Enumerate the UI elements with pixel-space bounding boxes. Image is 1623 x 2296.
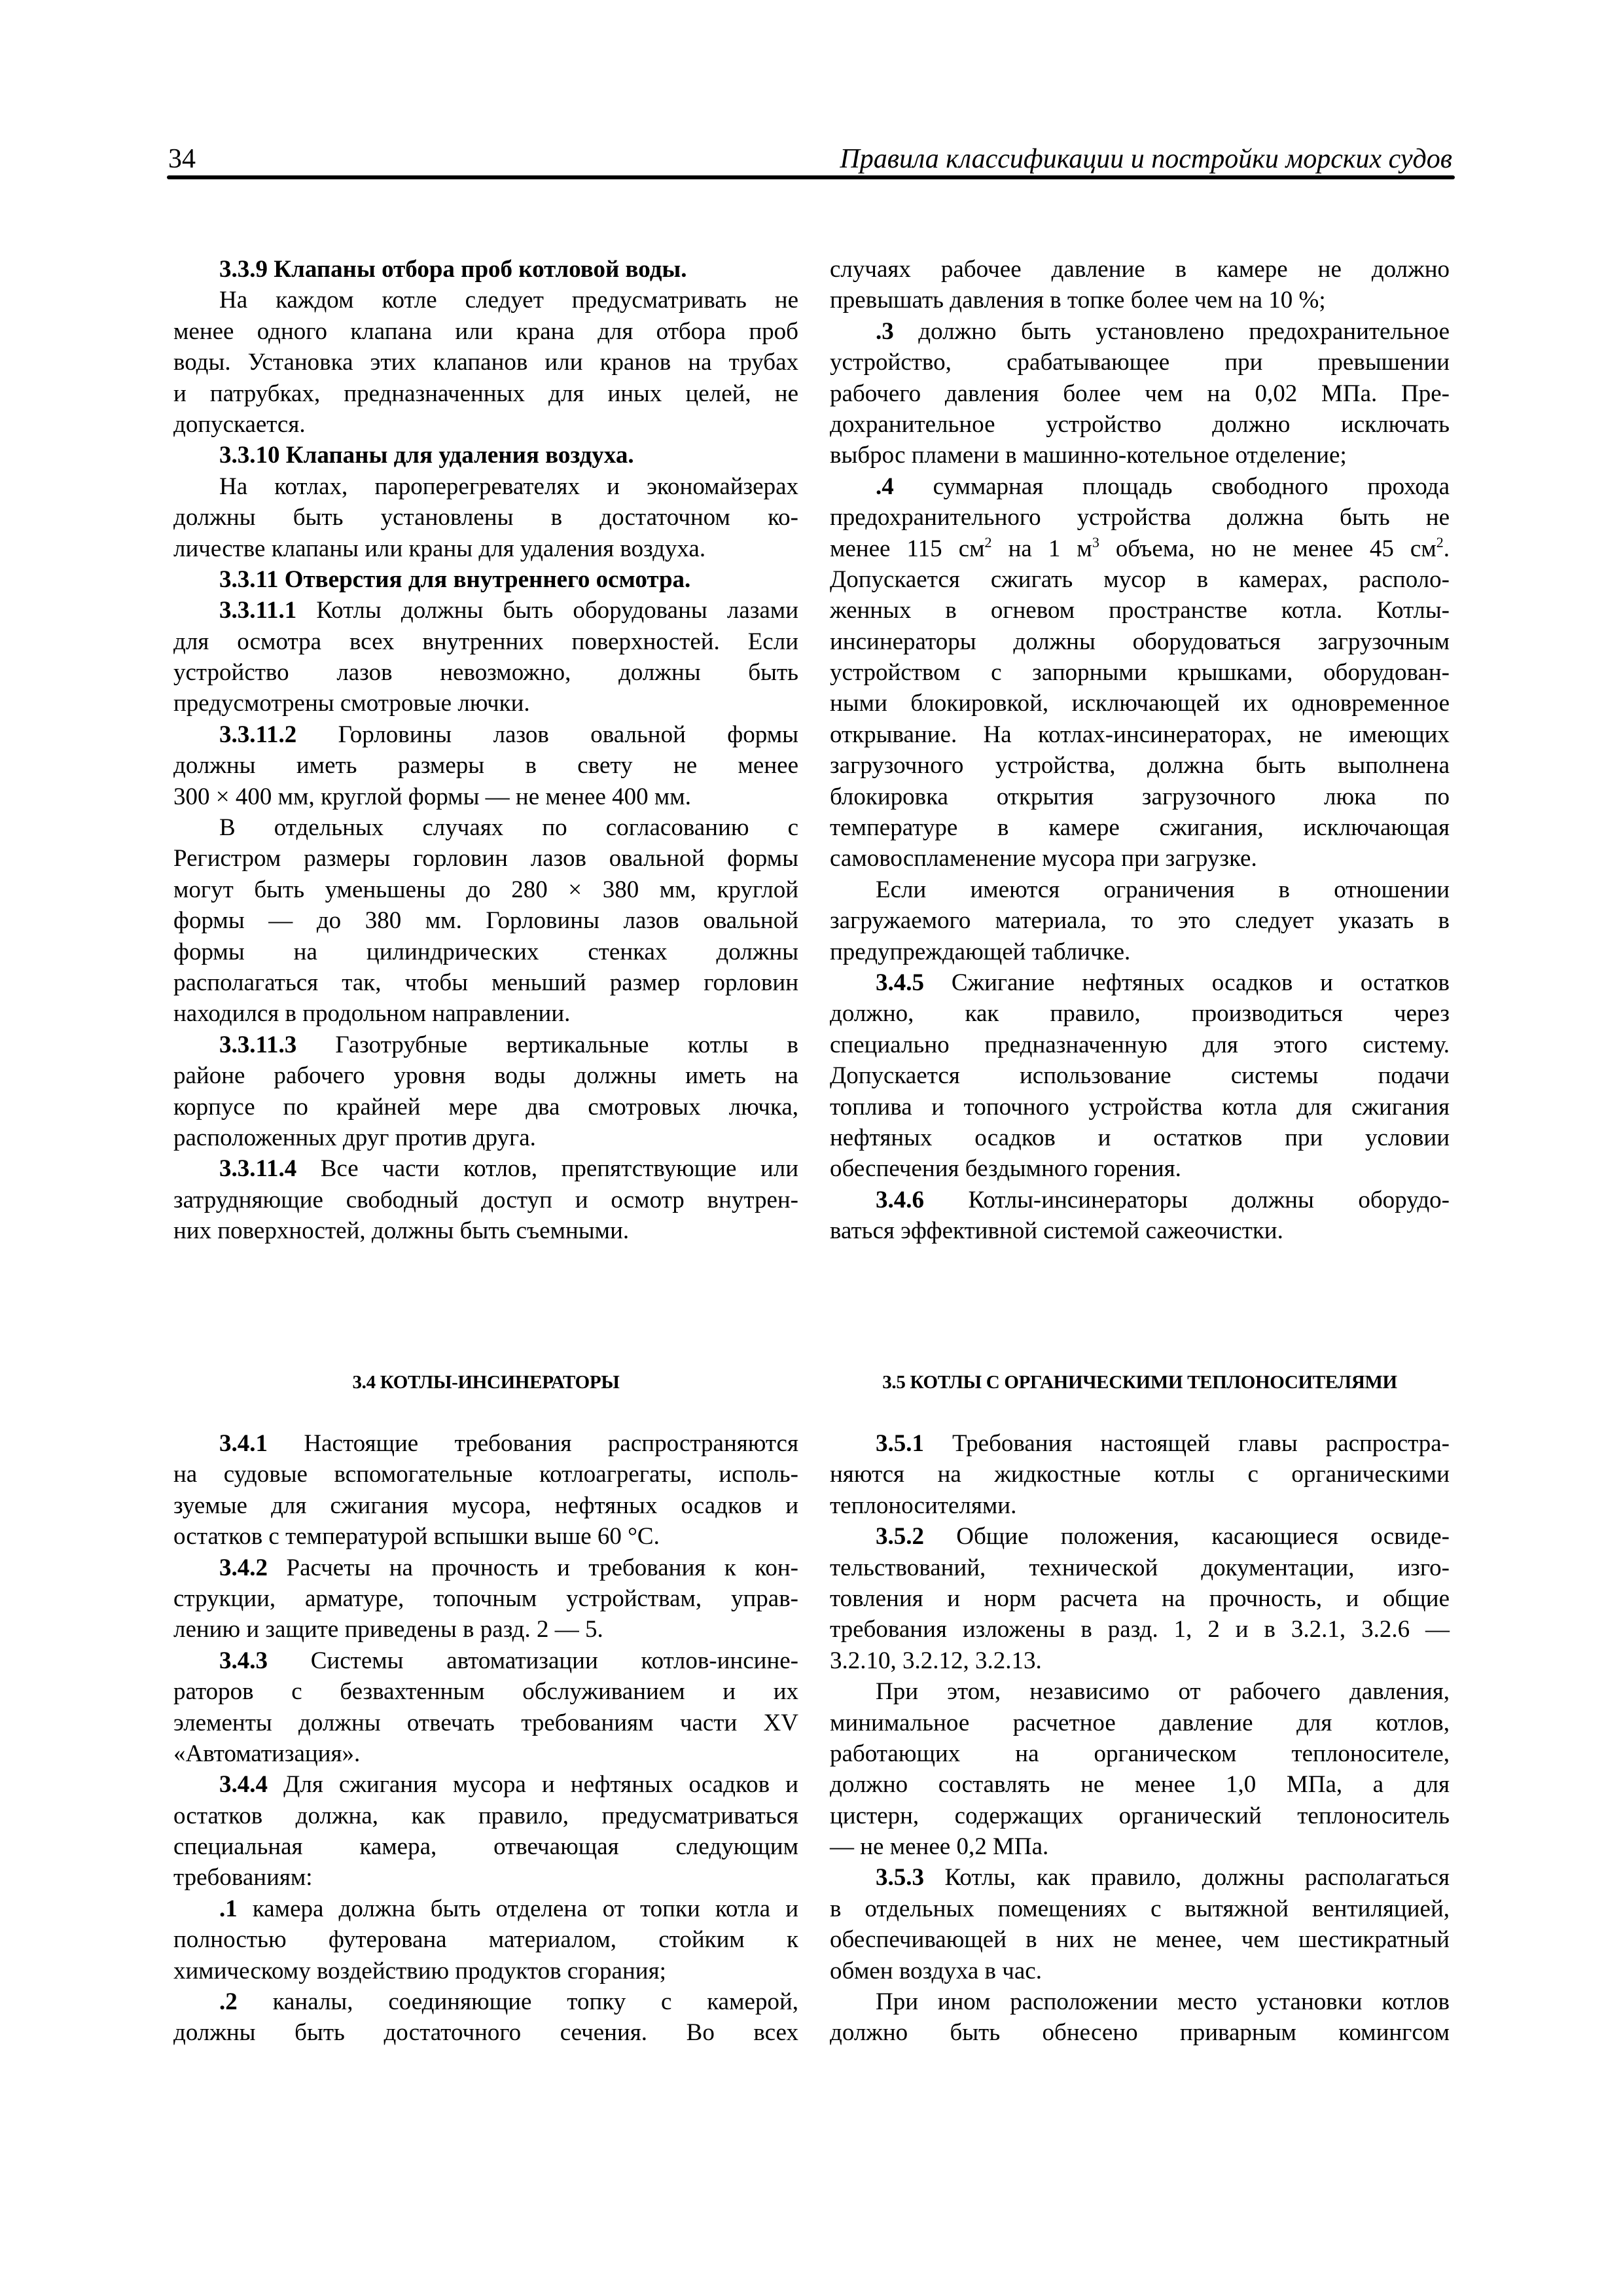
clause-number: 3.3.11.2 (219, 721, 297, 748)
text-line: должно, как правило, производиться через (830, 1000, 1450, 1028)
text-line: формы — до 380 мм. Горловины лазов овальной (173, 907, 798, 935)
clause-number: 3.3.11.3 (219, 1031, 297, 1058)
paragraph (830, 1428, 1450, 1521)
paragraph (173, 285, 798, 440)
text-line: химическому воздействию продуктов сгорания; (173, 1957, 666, 1984)
text-line: затрудняющие свободный доступ и осмотр внутрен- (173, 1186, 798, 1213)
text-line: женных в огневом пространстве котла. Котлы- (830, 597, 1450, 624)
text-line: предусмотрены смотровые лючки. (173, 690, 530, 717)
text-line: элементы должны отвечать требованиям части XV (173, 1709, 798, 1736)
text-line: 300 × 400 мм, круглой формы — не менее 400 мм. (173, 783, 691, 810)
text-line: 3.3.10 Клапаны для удаления воздуха. (219, 442, 634, 469)
text-line: допускается. (173, 410, 306, 438)
paragraph (830, 471, 1450, 874)
paragraph (173, 1769, 798, 1893)
text-line: личестве клапаны или краны для удаления воздуха. (173, 535, 706, 562)
clause-number: 3.3.11.1 (219, 597, 297, 624)
column-right-bottom (830, 1428, 1450, 2049)
text-line: требования изложены в разд. 1, 2 и в 3.2.1, 3.2.6 — (830, 1616, 1450, 1643)
text-line: менее 115 $см^2$ на 1 $м^3$ объема, но не менее 45 $см^2$. (830, 533, 1450, 562)
text-line: превышать давления в топке более чем на 10 %; (830, 287, 1326, 314)
text-line: 3.3.11.3 Газотрубные вертикальные котлы в (219, 1031, 798, 1058)
text-line: тельствований, технической документации, изго- (830, 1554, 1450, 1581)
clause-number: 3.4.6 (876, 1186, 924, 1213)
subsection-heading (173, 564, 798, 595)
column-left-top (173, 254, 798, 1247)
clause-number: 3.4.2 (219, 1554, 268, 1581)
text-line: специальная камера, отвечающая следующим (173, 1833, 798, 1861)
text-line: 3.4.4 Для сжигания мусора и нефтяных осадков и (219, 1771, 798, 1799)
text-line: них поверхностей, должны быть съемными. (173, 1217, 630, 1245)
text-line: устройство лазов невозможно, должны быть (173, 659, 798, 687)
text-line: — не менее 0,2 МПа. (830, 1833, 1049, 1861)
text-line: открывание. На котлах-инсинераторах, не имеющих (830, 721, 1450, 748)
text-line: находился в продольном направлении. (173, 1000, 571, 1028)
text-line: располагаться так, чтобы меньший размер горловин (173, 969, 798, 996)
text-line: самовоспламенение мусора при загрузке. (830, 845, 1257, 872)
text-line: 3.3.11.1 Котлы должны быть оборудованы лазами (219, 597, 798, 624)
text-line: устройство, срабатывающее при превышении (830, 349, 1450, 376)
paragraph (173, 1986, 798, 2049)
text-line: специально предназначенную для этого систему. (830, 1031, 1450, 1058)
section-heading-3-4: 3.4 КОТЛЫ-ИНСИНЕРАТОРЫ (352, 1372, 620, 1393)
text-line: товления и норм расчета на прочность, и общие (830, 1585, 1450, 1612)
text-line: могут быть уменьшены до 280 × 380 мм, круглой (173, 876, 798, 903)
text-line: расположенных друг против друга. (173, 1124, 536, 1151)
text-line: Допускается использование системы подачи (830, 1062, 1450, 1090)
text-line: 3.4.1 Настоящие требования распространяются (219, 1430, 798, 1457)
text-line: струкции, арматуре, топочным устройствам, управ- (173, 1585, 798, 1612)
text-line: .1 камера должна быть отделена от топки котла и (219, 1895, 798, 1922)
paragraph (830, 1676, 1450, 1862)
text-line: обмен воздуха в час. (830, 1957, 1042, 1984)
paragraph (830, 1521, 1450, 1676)
clause-number: 3.3.11.4 (219, 1155, 297, 1183)
paragraph (173, 1153, 798, 1246)
text-line: 3.2.10, 3.2.12, 3.2.13. (830, 1647, 1042, 1674)
text-line: Регистром размеры горловин лазов овальной формы (173, 845, 798, 872)
text-line: Если имеются ограничения в отношении (876, 876, 1450, 903)
section-heading-3-5: 3.5 КОТЛЫ С ОРГАНИЧЕСКИМИ ТЕПЛОНОСИТЕЛЯМИ (882, 1372, 1397, 1393)
clause-number: 3.5.1 (876, 1430, 924, 1457)
text-line: минимальное расчетное давление для котлов, (830, 1709, 1450, 1736)
paragraph (173, 812, 798, 1030)
text-line: .4 суммарная площадь свободного прохода (876, 473, 1450, 500)
text-line: 3.5.1 Требования настоящей главы распростра- (876, 1430, 1450, 1457)
text-line: нефтяных осадков и остатков при условии (830, 1124, 1450, 1151)
text-line: При ином расположении место установки котлов (876, 1988, 1450, 2016)
text-line: 3.3.11.2 Горловины лазов овальной формы (219, 721, 798, 748)
text-line: «Автоматизация». (173, 1740, 361, 1767)
paragraph (830, 1862, 1450, 1986)
clause-number: .4 (876, 473, 894, 500)
text-line: .2 каналы, соединяющие топку с камерой, (219, 1988, 798, 2016)
text-line: рабочего давления более чем на 0,02 МПа. Пре- (830, 380, 1450, 407)
text-line: теплоносителями. (830, 1492, 1017, 1519)
text-line: должно составлять не менее 1,0 МПа, а для (830, 1771, 1450, 1799)
text-line: предупреждающей табличке. (830, 938, 1131, 965)
subsection-heading (173, 254, 798, 285)
text-line: должно быть обнесено приварным комингсом (830, 2019, 1450, 2047)
text-line: полностью футерована материалом, стойким к (173, 1926, 798, 1954)
text-line: 3.4.5 Сжигание нефтяных осадков и остатков (876, 969, 1450, 996)
text-line: 3.3.9 Клапаны отбора проб котловой воды. (219, 256, 687, 283)
text-line: лению и защите приведены в разд. 2 — 5. (173, 1616, 603, 1643)
text-line: предохранительного устройства должна быть не (830, 504, 1450, 531)
text-line: ными блокировкой, исключающей их одновременное (830, 690, 1450, 717)
text-line: остатков должна, как правило, предусматриваться (173, 1802, 798, 1829)
text-line: 3.4.6 Котлы-инсинераторы должны оборудо- (876, 1186, 1450, 1213)
clause-number: .2 (219, 1988, 238, 2016)
clause-number: 3.4.1 (219, 1430, 268, 1457)
text-line: 3.5.2 Общие положения, касающиеся освиде- (876, 1523, 1450, 1551)
clause-number: 3.4.3 (219, 1647, 268, 1674)
subsection-heading (173, 440, 798, 471)
paragraph (830, 1986, 1450, 2049)
text-line: должны быть достаточного сечения. Во всех (173, 2019, 798, 2047)
text-line: 3.3.11 Отверстия для внутреннего осмотра. (219, 565, 691, 593)
text-line: цистерн, содержащих органический теплоноситель (830, 1802, 1450, 1829)
text-line: требованиям: (173, 1864, 313, 1892)
text-line: зуемые для сжигания мусора, нефтяных осадков и (173, 1492, 798, 1519)
text-line: случаях рабочее давление в камере не должно (830, 256, 1450, 283)
text-line: и патрубках, предназначенных для иных целей, не (173, 380, 798, 407)
text-line: ваться эффективной системой сажеочистки. (830, 1217, 1283, 1245)
text-line: На каждом котле следует предусматривать не (219, 287, 798, 314)
text-line: На котлах, пароперегревателях и экономайзерах (219, 473, 798, 500)
text-line: районе рабочего уровня воды должны иметь на (173, 1062, 798, 1090)
column-right-top (830, 254, 1450, 1247)
text-line: 3.3.11.4 Все части котлов, препятствующие или (219, 1155, 798, 1183)
clause-number: 3.4.4 (219, 1771, 268, 1799)
clause-number: 3.5.2 (876, 1523, 924, 1551)
running-title: Правила классификации и постройки морских судов (840, 144, 1452, 174)
text-line: Допускается сжигать мусор в камерах, располо- (830, 565, 1450, 593)
text-line: в отдельных помещениях с вытяжной вентиляцией, (830, 1895, 1450, 1922)
paragraph (173, 595, 798, 719)
text-line: корпусе по крайней мере два смотровых лючка, (173, 1093, 798, 1121)
paragraph (173, 1428, 798, 1552)
text-line: остатков с температурой вспышки выше 60 °С. (173, 1523, 660, 1551)
text-line: .3 должно быть установлено предохранительное (876, 317, 1450, 345)
text-line: дохранительное устройство должно исключать (830, 410, 1450, 438)
paragraph (173, 1030, 798, 1154)
text-line: для осмотра всех внутренних поверхностей. Если (173, 628, 798, 655)
text-line: инсинераторы должны оборудоваться загрузочным (830, 628, 1450, 655)
paragraph (830, 874, 1450, 967)
page-number: 34 (168, 144, 196, 174)
header-rule (167, 175, 1455, 179)
text-line: топлива и топочного устройства котла для сжигания (830, 1093, 1450, 1121)
paragraph (173, 471, 798, 564)
text-line: на судовые вспомогательные котлоагрегаты, исполь- (173, 1461, 798, 1488)
paragraph (173, 719, 798, 812)
clause-number: .3 (876, 317, 894, 345)
clause-number: .1 (219, 1895, 238, 1922)
page-header (167, 143, 1455, 181)
text-line: работающих на органическом теплоносителе, (830, 1740, 1450, 1767)
text-line: менее одного клапана или крана для отбора проб (173, 317, 798, 345)
text-line: температуре в камере сжигания, исключающая (830, 814, 1450, 842)
text-line: 3.4.3 Системы автоматизации котлов-инсине- (219, 1647, 798, 1674)
text-line: должны быть установлены в достаточном ко- (173, 504, 798, 531)
text-line: загружаемого материала, то это следует указать в (830, 907, 1450, 935)
text-line: обеспечения бездымного горения. (830, 1155, 1181, 1183)
text-line: При этом, независимо от рабочего давления, (876, 1678, 1450, 1706)
paragraph (173, 1645, 798, 1770)
column-left-bottom (173, 1428, 798, 2049)
paragraph (830, 254, 1450, 316)
text-line: воды. Установка этих клапанов или кранов на трубах (173, 349, 798, 376)
paragraph (830, 1185, 1450, 1247)
text-line: обеспечивающей в них не менее, чем шестикратный (830, 1926, 1450, 1954)
text-line: должны иметь размеры в свету не менее (173, 752, 798, 780)
paragraph (830, 316, 1450, 471)
text-line: раторов с безвахтенным обслуживанием и их (173, 1678, 798, 1706)
text-line: 3.5.3 Котлы, как правило, должны располагаться (876, 1864, 1450, 1892)
text-line: В отдельных случаях по согласованию с (219, 814, 798, 842)
clause-number: 3.5.3 (876, 1864, 924, 1892)
paragraph (173, 1893, 798, 1986)
text-line: выброс пламени в машинно-котельное отделение; (830, 442, 1347, 469)
paragraph (173, 1552, 798, 1645)
text-line: 3.4.2 Расчеты на прочность и требования к кон- (219, 1554, 798, 1581)
text-line: загрузочного устройства, должна быть выполнена (830, 752, 1450, 780)
clause-number: 3.4.5 (876, 969, 924, 996)
paragraph (830, 967, 1450, 1185)
text-line: блокировка открытия загрузочного люка по (830, 783, 1450, 810)
text-line: устройством с запорными крышками, оборудован- (830, 659, 1450, 687)
text-line: формы на цилиндрических стенках должны (173, 938, 798, 965)
text-line: няются на жидкостные котлы с органическими (830, 1461, 1450, 1488)
